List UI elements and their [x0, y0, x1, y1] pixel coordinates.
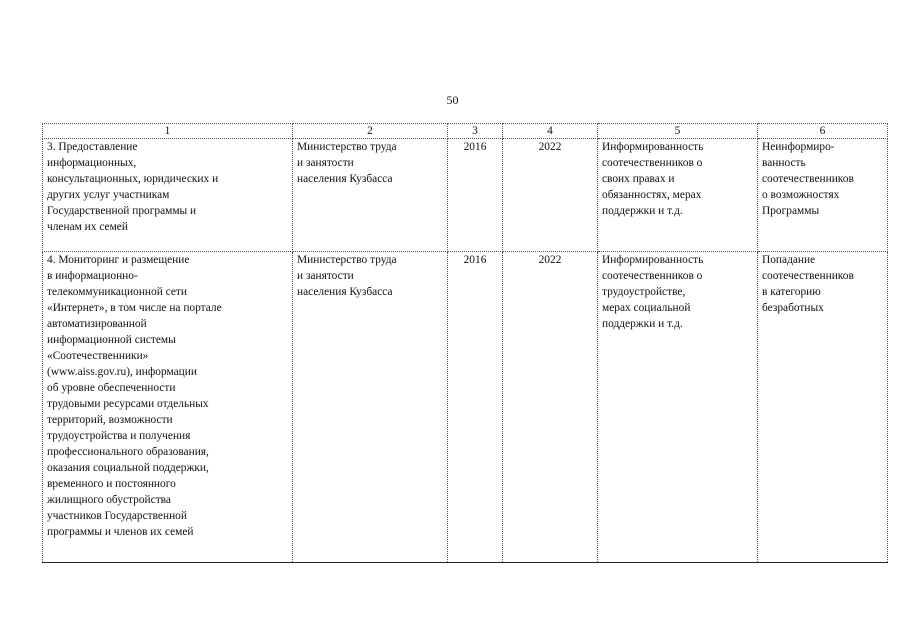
column-number-5: 5 [598, 124, 758, 139]
risk-cell: Неинформиро- ванность соотечественников о возможностях Программы [758, 139, 888, 252]
table-body [43, 139, 888, 563]
column-number-3: 3 [448, 124, 503, 139]
column-number-4: 4 [503, 124, 598, 139]
start-year-cell: 2016 [448, 139, 503, 252]
measure-cell: 4. Мониторинг и размещение в информационно- телекоммуникационной сети «Интернет», в том числе на портале автоматизированной информационной системы «Соотечественники» (www.aiss.gov.ru), информации об уровне обеспеченности трудовыми ресурсами отдельных территорий, возможности трудоустройства и получения профессионального образования, оказания социальной поддержки, временного и постоянного жилищного обустройства участников Государственной программы и членов их семей [43, 252, 293, 563]
expected-result-cell: Информированность соотечественников о своих правах и обязанностях, мерах поддержки и т.д. [598, 139, 758, 252]
column-number-6: 6 [758, 124, 888, 139]
responsible-cell: Министерство труда и занятости населения Кузбасса [293, 252, 448, 563]
end-year-cell: 2022 [503, 252, 598, 563]
program-measures-table [42, 123, 888, 563]
risk-cell: Попадание соотечественников в категорию безработных [758, 252, 888, 563]
expected-result-cell: Информированность соотечественников о трудоустройстве, мерах социальной поддержки и т.д. [598, 252, 758, 563]
table-row [43, 139, 888, 252]
start-year-cell: 2016 [448, 252, 503, 563]
column-number-1: 1 [43, 124, 293, 139]
column-number-row [43, 124, 888, 139]
page-number: 50 [446, 93, 459, 107]
measure-cell: 3. Предоставление информационных, консультационных, юридических и других услуг участникам Государственной программы и членам их семей [43, 139, 293, 252]
column-number-2: 2 [293, 124, 448, 139]
end-year-cell: 2022 [503, 139, 598, 252]
responsible-cell: Министерство труда и занятости населения Кузбасса [293, 139, 448, 252]
table-row [43, 252, 888, 563]
